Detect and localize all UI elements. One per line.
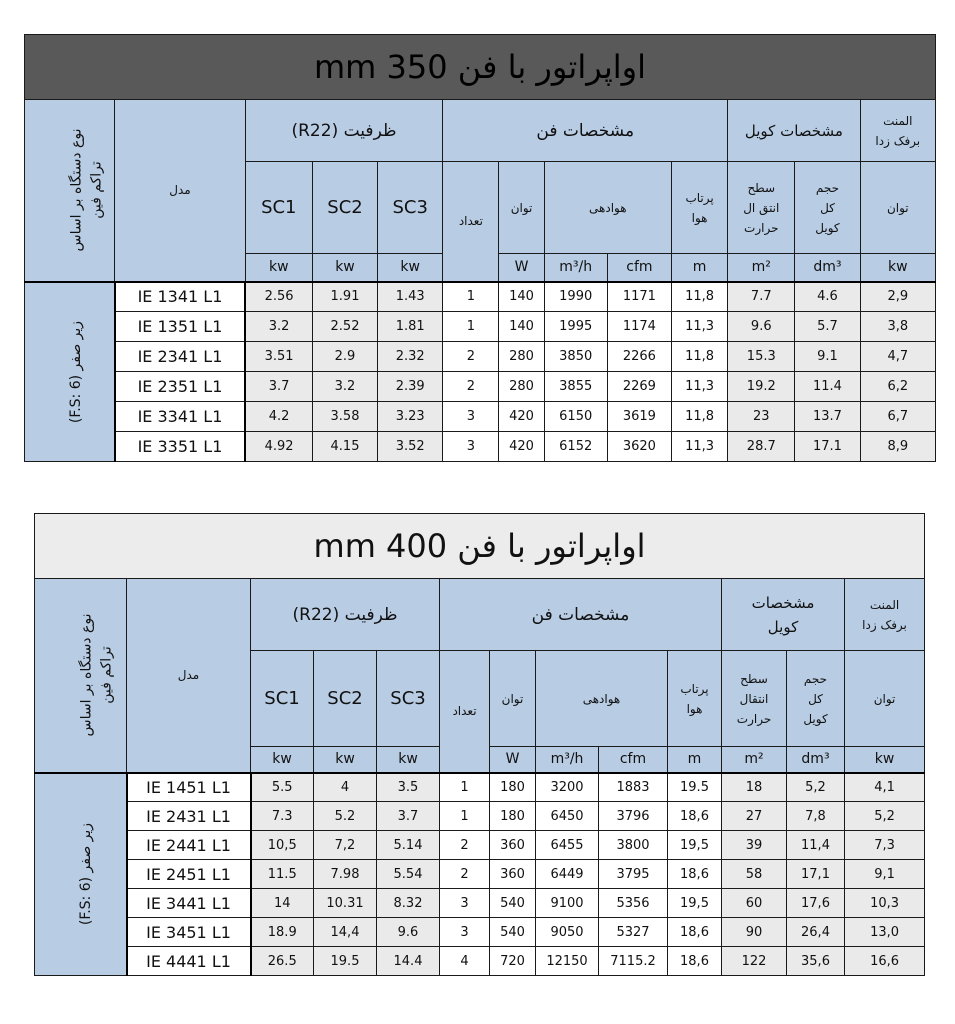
data-cell: 18,6 xyxy=(668,860,722,889)
data-cell: 7,3 xyxy=(845,831,925,860)
data-cell: 15.3 xyxy=(728,342,795,372)
coil-specs-header: مشخصات کویل xyxy=(722,579,845,651)
air-throw-header: پرتاب هوا xyxy=(672,162,728,254)
data-cell: 11.4 xyxy=(795,372,860,402)
fan-specs-header: مشخصات فن xyxy=(440,579,722,651)
data-cell: 58 xyxy=(722,860,787,889)
capacity-cell: 4 xyxy=(314,773,377,802)
data-cell: 5,2 xyxy=(787,773,845,802)
capacity-header: ظرفیت (R22) xyxy=(245,100,443,162)
data-cell: 27 xyxy=(722,802,787,831)
capacity-cell: 3.23 xyxy=(378,402,443,432)
data-cell: 7.7 xyxy=(728,282,795,312)
capacity-cell: 8.32 xyxy=(377,889,440,918)
sc3-header: SC3 xyxy=(378,162,443,254)
capacity-cell: 3.7 xyxy=(377,802,440,831)
capacity-cell: 3.2 xyxy=(245,312,312,342)
data-cell: 6152 xyxy=(544,432,607,462)
data-cell: 35,6 xyxy=(787,947,845,976)
evaporator-350-table xyxy=(24,34,936,462)
data-cell: 4.6 xyxy=(795,282,860,312)
data-cell: 3200 xyxy=(536,773,599,802)
capacity-cell: 2.56 xyxy=(245,282,312,312)
unit-cell: m³/h xyxy=(544,254,607,282)
sc2-header: SC2 xyxy=(312,162,377,254)
data-cell: 3855 xyxy=(544,372,607,402)
data-cell: 420 xyxy=(499,432,544,462)
data-cell: 5.7 xyxy=(795,312,860,342)
data-cell: 720 xyxy=(490,947,536,976)
unit-cell: kw xyxy=(251,747,314,773)
data-cell: 2266 xyxy=(607,342,671,372)
model-cell: IE 4441 L1 xyxy=(127,947,251,976)
data-cell: 11,3 xyxy=(672,312,728,342)
table-title: اواپراتور با فن 400 mm xyxy=(35,514,925,579)
data-cell: 1883 xyxy=(599,773,668,802)
defrost-header: المنت برفک زدا xyxy=(845,579,925,651)
model-cell: IE 3441 L1 xyxy=(127,889,251,918)
data-cell: 6,2 xyxy=(860,372,935,402)
data-cell: 3 xyxy=(443,432,499,462)
data-cell: 39 xyxy=(722,831,787,860)
data-cell: 360 xyxy=(490,860,536,889)
table-row xyxy=(35,773,925,802)
data-cell: 540 xyxy=(490,889,536,918)
fan-specs-header: مشخصات فن xyxy=(443,100,728,162)
data-cell: 2 xyxy=(440,831,490,860)
model-cell: IE 3341 L1 xyxy=(115,402,245,432)
data-cell: 2,9 xyxy=(860,282,935,312)
defrost-power-header: توان xyxy=(860,162,935,254)
model-cell: IE 3451 L1 xyxy=(127,918,251,947)
data-cell: 3 xyxy=(440,918,490,947)
table-row xyxy=(35,860,925,889)
unit-cell: kw xyxy=(245,254,312,282)
capacity-cell: 4.2 xyxy=(245,402,312,432)
data-cell: 9.1 xyxy=(795,342,860,372)
data-cell: 2 xyxy=(443,342,499,372)
capacity-cell: 18.9 xyxy=(251,918,314,947)
unit-cell: kw xyxy=(314,747,377,773)
table-row xyxy=(35,947,925,976)
coil-specs-header: مشخصات کویل xyxy=(728,100,860,162)
data-cell: 420 xyxy=(499,402,544,432)
data-cell: 6,7 xyxy=(860,402,935,432)
data-cell: 3800 xyxy=(599,831,668,860)
data-cell: 13,0 xyxy=(845,918,925,947)
data-cell: 140 xyxy=(499,312,544,342)
unit-cell: W xyxy=(499,254,544,282)
data-cell: 1990 xyxy=(544,282,607,312)
data-cell: 5356 xyxy=(599,889,668,918)
data-cell: 7,8 xyxy=(787,802,845,831)
airflow-header: هوادهی xyxy=(536,651,668,747)
data-cell: 8,9 xyxy=(860,432,935,462)
data-cell: 11,3 xyxy=(672,372,728,402)
table-title: اواپراتور با فن 350 mm xyxy=(25,35,936,100)
data-cell: 1 xyxy=(440,773,490,802)
unit-cell: m xyxy=(672,254,728,282)
data-cell: 3850 xyxy=(544,342,607,372)
data-cell: 280 xyxy=(499,372,544,402)
capacity-cell: 3.51 xyxy=(245,342,312,372)
data-cell: 10,3 xyxy=(845,889,925,918)
sc2-header: SC2 xyxy=(314,651,377,747)
capacity-cell: 2.32 xyxy=(378,342,443,372)
capacity-cell: 5.2 xyxy=(314,802,377,831)
data-cell: 2 xyxy=(440,860,490,889)
data-cell: 13.7 xyxy=(795,402,860,432)
data-cell: 9.6 xyxy=(728,312,795,342)
table-row xyxy=(25,342,936,372)
capacity-cell: 10,5 xyxy=(251,831,314,860)
capacity-cell: 9.6 xyxy=(377,918,440,947)
data-cell: 6449 xyxy=(536,860,599,889)
capacity-cell: 5.14 xyxy=(377,831,440,860)
data-cell: 11,3 xyxy=(672,432,728,462)
group-label: زیر صفر (F.S: 6) xyxy=(35,773,127,976)
evaporator-400-table xyxy=(34,513,924,976)
data-cell: 18,6 xyxy=(668,918,722,947)
data-cell: 17,6 xyxy=(787,889,845,918)
data-cell: 90 xyxy=(722,918,787,947)
unit-cell: kw xyxy=(845,747,925,773)
data-cell: 17,1 xyxy=(787,860,845,889)
capacity-cell: 5.54 xyxy=(377,860,440,889)
device-type-header: نوع دستگاه بر اساس تراکم فین xyxy=(35,579,127,773)
capacity-cell: 3.2 xyxy=(312,372,377,402)
capacity-cell: 4.15 xyxy=(312,432,377,462)
data-cell: 3796 xyxy=(599,802,668,831)
data-cell: 4,1 xyxy=(845,773,925,802)
spec-table xyxy=(34,513,925,976)
table-row xyxy=(35,889,925,918)
data-cell: 360 xyxy=(490,831,536,860)
capacity-cell: 1.81 xyxy=(378,312,443,342)
data-cell: 23 xyxy=(728,402,795,432)
data-cell: 28.7 xyxy=(728,432,795,462)
table-row xyxy=(35,918,925,947)
data-cell: 11,8 xyxy=(672,402,728,432)
unit-cell: kw xyxy=(312,254,377,282)
table-row xyxy=(25,432,936,462)
data-cell: 3620 xyxy=(607,432,671,462)
coil-volume-header: حجم کل کویل xyxy=(787,651,845,747)
fan-power-header: توان xyxy=(499,162,544,254)
capacity-cell: 11.5 xyxy=(251,860,314,889)
capacity-cell: 14.4 xyxy=(377,947,440,976)
capacity-cell: 2.39 xyxy=(378,372,443,402)
data-cell: 1 xyxy=(443,282,499,312)
defrost-header: المنت برفک زدا xyxy=(860,100,935,162)
capacity-cell: 26.5 xyxy=(251,947,314,976)
unit-cell: kw xyxy=(860,254,935,282)
data-cell: 6455 xyxy=(536,831,599,860)
data-cell: 540 xyxy=(490,918,536,947)
capacity-cell: 7,2 xyxy=(314,831,377,860)
model-cell: IE 1451 L1 xyxy=(127,773,251,802)
capacity-cell: 3.7 xyxy=(245,372,312,402)
data-cell: 9,1 xyxy=(845,860,925,889)
data-cell: 3,8 xyxy=(860,312,935,342)
sc1-header: SC1 xyxy=(251,651,314,747)
data-cell: 60 xyxy=(722,889,787,918)
data-cell: 19.2 xyxy=(728,372,795,402)
data-cell: 11,8 xyxy=(672,342,728,372)
model-cell: IE 3351 L1 xyxy=(115,432,245,462)
table-row xyxy=(25,282,936,312)
spec-table xyxy=(24,34,936,462)
airflow-header: هوادهی xyxy=(544,162,671,254)
model-header: مدل xyxy=(115,100,245,282)
device-type-header: نوع دستگاه بر اساس تراکم فین xyxy=(25,100,115,282)
data-cell: 11,8 xyxy=(672,282,728,312)
data-cell: 6150 xyxy=(544,402,607,432)
data-cell: 12150 xyxy=(536,947,599,976)
capacity-cell: 14 xyxy=(251,889,314,918)
capacity-cell: 4.92 xyxy=(245,432,312,462)
data-cell: 1171 xyxy=(607,282,671,312)
data-cell: 180 xyxy=(490,802,536,831)
data-cell: 7115.2 xyxy=(599,947,668,976)
data-cell: 19.5 xyxy=(668,773,722,802)
capacity-header: ظرفیت (R22) xyxy=(251,579,440,651)
data-cell: 6450 xyxy=(536,802,599,831)
table-row xyxy=(25,402,936,432)
model-header: مدل xyxy=(127,579,251,773)
data-cell: 18 xyxy=(722,773,787,802)
data-cell: 2 xyxy=(443,372,499,402)
capacity-cell: 1.91 xyxy=(312,282,377,312)
unit-cell: m³/h xyxy=(536,747,599,773)
defrost-power-header: توان xyxy=(845,651,925,747)
data-cell: 180 xyxy=(490,773,536,802)
model-cell: IE 1341 L1 xyxy=(115,282,245,312)
capacity-cell: 7.98 xyxy=(314,860,377,889)
unit-cell: dm³ xyxy=(795,254,860,282)
data-cell: 1995 xyxy=(544,312,607,342)
model-cell: IE 2431 L1 xyxy=(127,802,251,831)
count-header: تعداد xyxy=(440,651,490,773)
sc3-header: SC3 xyxy=(377,651,440,747)
data-cell: 5327 xyxy=(599,918,668,947)
data-cell: 18,6 xyxy=(668,802,722,831)
heat-transfer-area-header: سطح انتق ال حرارت xyxy=(728,162,795,254)
capacity-cell: 14,4 xyxy=(314,918,377,947)
data-cell: 26,4 xyxy=(787,918,845,947)
data-cell: 3795 xyxy=(599,860,668,889)
unit-cell: cfm xyxy=(599,747,668,773)
data-cell: 4 xyxy=(440,947,490,976)
sc1-header: SC1 xyxy=(245,162,312,254)
unit-cell: m² xyxy=(728,254,795,282)
data-cell: 19,5 xyxy=(668,831,722,860)
data-cell: 1 xyxy=(443,312,499,342)
capacity-cell: 19.5 xyxy=(314,947,377,976)
unit-cell: kw xyxy=(377,747,440,773)
capacity-cell: 1.43 xyxy=(378,282,443,312)
model-cell: IE 2351 L1 xyxy=(115,372,245,402)
capacity-cell: 3.58 xyxy=(312,402,377,432)
heat-transfer-area-header: سطح انتقال حرارت xyxy=(722,651,787,747)
data-cell: 9050 xyxy=(536,918,599,947)
data-cell: 1 xyxy=(440,802,490,831)
data-cell: 280 xyxy=(499,342,544,372)
data-cell: 19,5 xyxy=(668,889,722,918)
table-row xyxy=(25,312,936,342)
fan-power-header: توان xyxy=(490,651,536,747)
model-cell: IE 2441 L1 xyxy=(127,831,251,860)
model-cell: IE 1351 L1 xyxy=(115,312,245,342)
data-cell: 11,4 xyxy=(787,831,845,860)
data-cell: 5,2 xyxy=(845,802,925,831)
model-cell: IE 2451 L1 xyxy=(127,860,251,889)
capacity-cell: 7.3 xyxy=(251,802,314,831)
data-cell: 122 xyxy=(722,947,787,976)
data-cell: 9100 xyxy=(536,889,599,918)
capacity-cell: 3.5 xyxy=(377,773,440,802)
group-label: زیر صفر (F.S: 6) xyxy=(25,282,115,462)
data-cell: 2269 xyxy=(607,372,671,402)
table-row xyxy=(25,372,936,402)
capacity-cell: 10.31 xyxy=(314,889,377,918)
capacity-cell: 3.52 xyxy=(378,432,443,462)
data-cell: 16,6 xyxy=(845,947,925,976)
capacity-cell: 2.9 xyxy=(312,342,377,372)
coil-volume-header: حجم کل کویل xyxy=(795,162,860,254)
unit-cell: m xyxy=(668,747,722,773)
capacity-cell: 2.52 xyxy=(312,312,377,342)
model-cell: IE 2341 L1 xyxy=(115,342,245,372)
capacity-cell: 5.5 xyxy=(251,773,314,802)
table-row xyxy=(35,802,925,831)
data-cell: 3 xyxy=(443,402,499,432)
air-throw-header: پرتاب هوا xyxy=(668,651,722,747)
unit-cell: dm³ xyxy=(787,747,845,773)
data-cell: 140 xyxy=(499,282,544,312)
unit-cell: cfm xyxy=(607,254,671,282)
unit-cell: W xyxy=(490,747,536,773)
unit-cell: m² xyxy=(722,747,787,773)
unit-cell: kw xyxy=(378,254,443,282)
data-cell: 4,7 xyxy=(860,342,935,372)
data-cell: 17.1 xyxy=(795,432,860,462)
data-cell: 1174 xyxy=(607,312,671,342)
data-cell: 3 xyxy=(440,889,490,918)
data-cell: 18,6 xyxy=(668,947,722,976)
count-header: تعداد xyxy=(443,162,499,282)
table-row xyxy=(35,831,925,860)
data-cell: 3619 xyxy=(607,402,671,432)
